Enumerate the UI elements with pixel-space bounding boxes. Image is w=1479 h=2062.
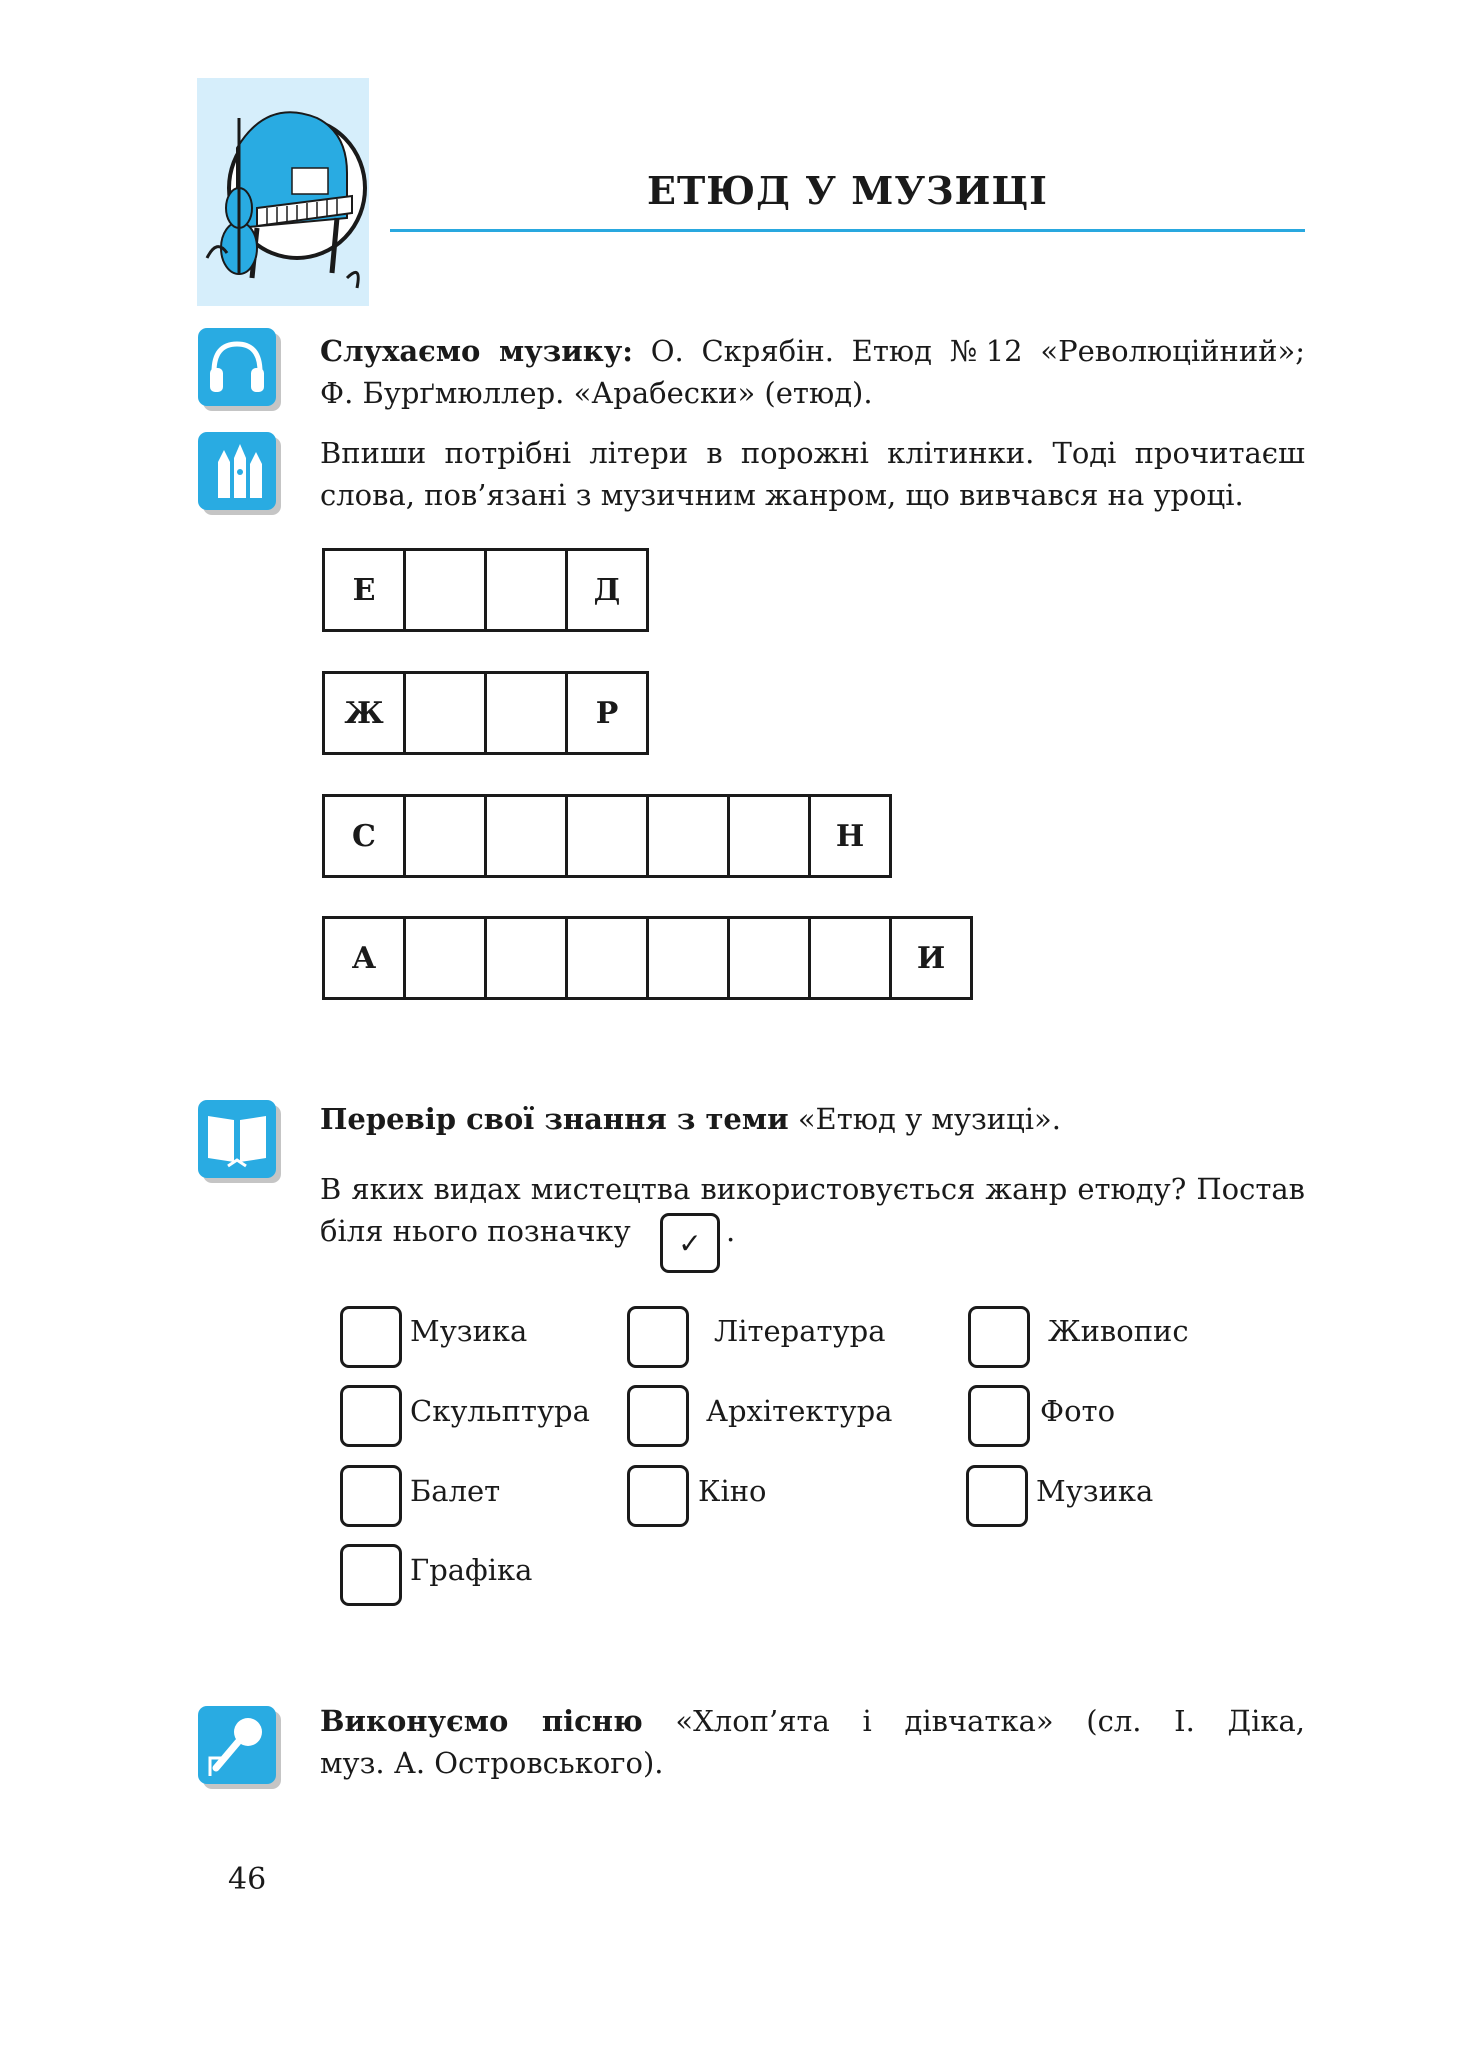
puzzle-cell: Ж bbox=[322, 671, 406, 755]
book-icon bbox=[198, 1100, 276, 1178]
pencils-icon bbox=[198, 432, 276, 510]
option-checkbox[interactable] bbox=[340, 1385, 402, 1447]
option-checkbox[interactable] bbox=[627, 1306, 689, 1368]
write-task-line2: слова, пов’язані з музичним жанром, що вивчався на уроці. bbox=[320, 478, 1244, 512]
puzzle-cell[interactable] bbox=[727, 794, 811, 878]
option-checkbox[interactable] bbox=[340, 1306, 402, 1368]
puzzle-cell[interactable] bbox=[484, 671, 568, 755]
puzzle-row-2 bbox=[322, 671, 649, 755]
check-question bbox=[320, 1168, 1305, 1252]
puzzle-cell[interactable] bbox=[646, 916, 730, 1000]
puzzle-cell[interactable] bbox=[646, 794, 730, 878]
option-checkbox[interactable] bbox=[968, 1385, 1030, 1447]
puzzle-cell[interactable] bbox=[484, 916, 568, 1000]
puzzle-cell[interactable] bbox=[565, 916, 649, 1000]
listen-line2: Ф. Бурґмюллер. «Арабески» (етюд). bbox=[320, 376, 873, 410]
puzzle-cell: Р bbox=[565, 671, 649, 755]
puzzle-cell[interactable] bbox=[403, 916, 487, 1000]
sing-text bbox=[320, 1700, 1305, 1784]
option-label: Графіка bbox=[410, 1553, 533, 1587]
page-title: ЕТЮД У МУЗИЦІ bbox=[647, 168, 1048, 213]
puzzle-cell[interactable] bbox=[727, 916, 811, 1000]
microphone-icon bbox=[198, 1706, 276, 1784]
puzzle-cell[interactable] bbox=[403, 671, 487, 755]
title-underline bbox=[390, 229, 1305, 232]
option-label: Література bbox=[714, 1314, 886, 1348]
option-label: Живопис bbox=[1048, 1314, 1189, 1348]
listen-line1: О. Скрябін. Етюд №12 «Революційний»; bbox=[650, 334, 1305, 368]
question-end: . bbox=[726, 1214, 736, 1248]
puzzle-cell: И bbox=[889, 916, 973, 1000]
piano-cello-illustration bbox=[197, 78, 369, 306]
headphones-icon bbox=[198, 328, 276, 406]
option-checkbox[interactable] bbox=[627, 1465, 689, 1527]
puzzle-row-1 bbox=[322, 548, 649, 632]
check-topic: «Етюд у музиці». bbox=[797, 1102, 1062, 1136]
checkmark-sample-box bbox=[660, 1213, 720, 1273]
page-number: 46 bbox=[228, 1862, 267, 1897]
puzzle-cell[interactable] bbox=[403, 794, 487, 878]
sing-line2: муз. А. Островського). bbox=[320, 1746, 664, 1780]
puzzle-cell: Д bbox=[565, 548, 649, 632]
puzzle-cell[interactable] bbox=[565, 794, 649, 878]
puzzle-cell[interactable] bbox=[484, 794, 568, 878]
option-checkbox[interactable] bbox=[627, 1385, 689, 1447]
option-label: Музика bbox=[1036, 1474, 1154, 1508]
checkmark-icon: ✓ bbox=[678, 1226, 702, 1260]
option-checkbox[interactable] bbox=[340, 1544, 402, 1606]
puzzle-cell: С bbox=[322, 794, 406, 878]
listen-text bbox=[320, 330, 1305, 414]
write-task-text bbox=[320, 432, 1305, 516]
puzzle-cell[interactable] bbox=[403, 548, 487, 632]
option-label: Балет bbox=[410, 1474, 501, 1508]
puzzle-row-4 bbox=[322, 916, 973, 1000]
option-checkbox[interactable] bbox=[340, 1465, 402, 1527]
option-label: Фото bbox=[1040, 1394, 1116, 1428]
option-checkbox[interactable] bbox=[966, 1465, 1028, 1527]
check-heading bbox=[320, 1098, 1305, 1140]
puzzle-cell[interactable] bbox=[484, 548, 568, 632]
option-label: Скульптура bbox=[410, 1394, 590, 1428]
write-task-line1: Впиши потрібні літери в порожні клітинки. Тоді прочитаєш bbox=[320, 436, 1305, 470]
puzzle-cell: А bbox=[322, 916, 406, 1000]
option-label: Кіно bbox=[698, 1474, 767, 1508]
listen-label: Слухаємо музику: bbox=[320, 334, 633, 368]
question-line1: В яких видах мистецтва використовується жанр етюду? Постав bbox=[320, 1172, 1305, 1206]
puzzle-cell: Н bbox=[808, 794, 892, 878]
puzzle-row-3 bbox=[322, 794, 892, 878]
check-label: Перевір свої знання з теми bbox=[320, 1102, 789, 1136]
option-label: Архітектура bbox=[706, 1394, 893, 1428]
option-label: Музика bbox=[410, 1314, 528, 1348]
option-checkbox[interactable] bbox=[968, 1306, 1030, 1368]
sing-line1: «Хлоп’ята і дівчатка» (сл. І. Діка, bbox=[675, 1704, 1306, 1738]
puzzle-cell: Е bbox=[322, 548, 406, 632]
puzzle-cell[interactable] bbox=[808, 916, 892, 1000]
sing-label: Виконуємо пісню bbox=[320, 1704, 643, 1738]
question-line2: біля нього позначку bbox=[320, 1214, 631, 1248]
